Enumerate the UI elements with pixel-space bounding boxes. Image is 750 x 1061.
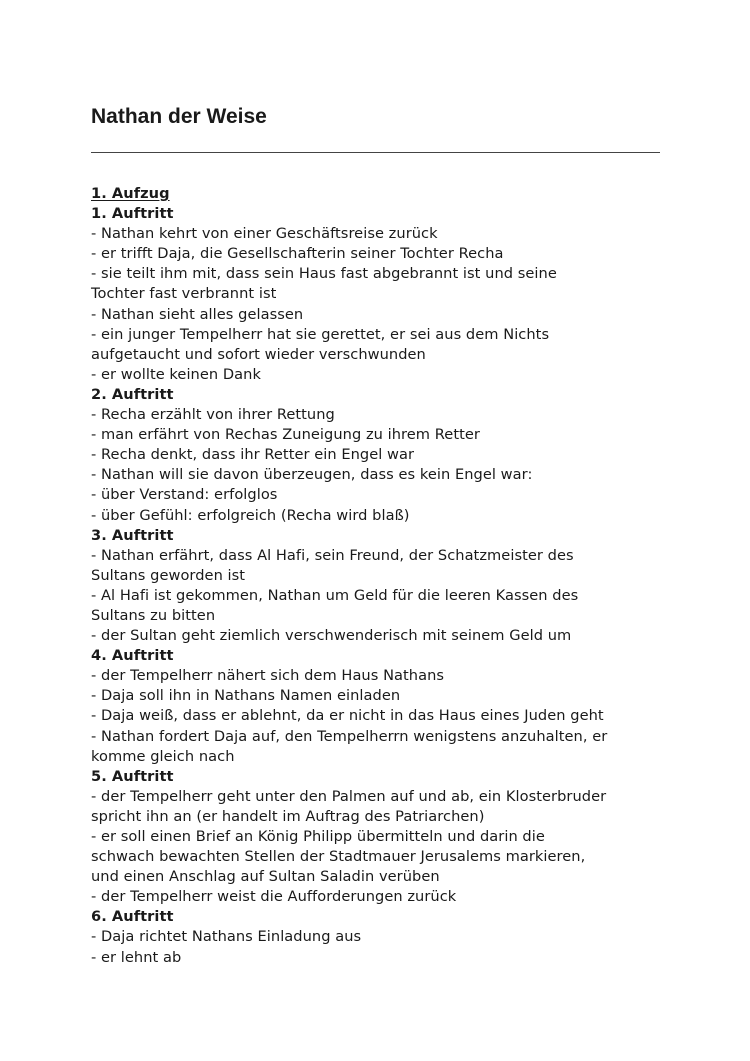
scene-line: Sultans geworden ist: [91, 566, 246, 584]
scene-line: komme gleich nach: [91, 747, 235, 765]
scene-line: - Recha erzählt von ihrer Rettung: [91, 406, 335, 424]
scene-line: - Recha denkt, dass ihr Retter ein Engel war: [91, 446, 415, 464]
scene-block: [91, 646, 661, 767]
scene-heading: 3. Auftritt: [91, 526, 174, 544]
scene-heading: 4. Auftritt: [91, 647, 174, 665]
scene-line: schwach bewachten Stellen der Stadtmauer Jerusalems markieren,: [91, 848, 586, 866]
scene-line: - Daja soll ihn in Nathans Namen einladen: [91, 687, 401, 705]
scene-line: - man erfährt von Rechas Zuneigung zu ihrem Retter: [91, 426, 480, 444]
scene-line: - über Verstand: erfolglos: [91, 486, 278, 504]
scene-heading: 5. Auftritt: [91, 767, 174, 785]
scene-line: - er wollte keinen Dank: [91, 365, 261, 383]
scene-line: - Nathan fordert Daja auf, den Tempelherrn wenigstens anzuhalten, er: [91, 727, 608, 745]
scene-line: - über Gefühl: erfolgreich (Recha wird blaß): [91, 506, 410, 524]
scene-block: [91, 385, 661, 526]
scene-heading: 2. Auftritt: [91, 385, 174, 403]
act-heading: 1. Aufzug: [91, 185, 170, 202]
scene-line: - Nathan sieht alles gelassen: [91, 305, 304, 323]
scene-line: - der Tempelherr nähert sich dem Haus Nathans: [91, 667, 445, 685]
scene-line: - Nathan erfährt, dass Al Hafi, sein Freund, der Schatzmeister des: [91, 546, 574, 564]
scene-line: - er trifft Daja, die Gesellschafterin seiner Tochter Recha: [91, 245, 504, 263]
scene-line: - der Tempelherr weist die Aufforderungen zurück: [91, 888, 457, 906]
scene-block: [91, 204, 661, 385]
scene-line: - ein junger Tempelherr hat sie gerettet, er sei aus dem Nichts: [91, 325, 550, 343]
scene-line: - Daja weiß, dass er ablehnt, da er nicht in das Haus eines Juden geht: [91, 707, 604, 725]
document-body: [91, 184, 661, 968]
scene-block: [91, 767, 661, 908]
scene-block: [91, 526, 661, 647]
scene-line: - der Sultan geht ziemlich verschwenderisch mit seinem Geld um: [91, 627, 572, 645]
scene-line: - Al Hafi ist gekommen, Nathan um Geld für die leeren Kassen des: [91, 586, 579, 604]
scene-line: - Nathan kehrt von einer Geschäftsreise zurück: [91, 225, 438, 243]
scene-line: - Nathan will sie davon überzeugen, dass es kein Engel war:: [91, 466, 533, 484]
scene-line: Sultans zu bitten: [91, 606, 216, 624]
scene-line: - Daja richtet Nathans Einladung aus: [91, 928, 362, 946]
scene-line: - er lehnt ab: [91, 948, 182, 966]
scene-line: Tochter fast verbrannt ist: [91, 285, 277, 303]
scene-line: spricht ihn an (er handelt im Auftrag des Patriarchen): [91, 807, 485, 825]
scene-heading: 6. Auftritt: [91, 908, 174, 926]
scene-line: und einen Anschlag auf Sultan Saladin verüben: [91, 868, 440, 886]
document-title: Nathan der Weise: [91, 105, 267, 128]
title-divider: [91, 152, 660, 153]
scene-line: - sie teilt ihm mit, dass sein Haus fast abgebrannt ist und seine: [91, 265, 557, 283]
scene-block: [91, 907, 661, 967]
scene-line: aufgetaucht und sofort wieder verschwunden: [91, 345, 426, 363]
scene-heading: 1. Auftritt: [91, 205, 174, 223]
scene-line: - der Tempelherr geht unter den Palmen auf und ab, ein Klosterbruder: [91, 787, 607, 805]
scene-line: - er soll einen Brief an König Philipp übermitteln und darin die: [91, 828, 545, 845]
